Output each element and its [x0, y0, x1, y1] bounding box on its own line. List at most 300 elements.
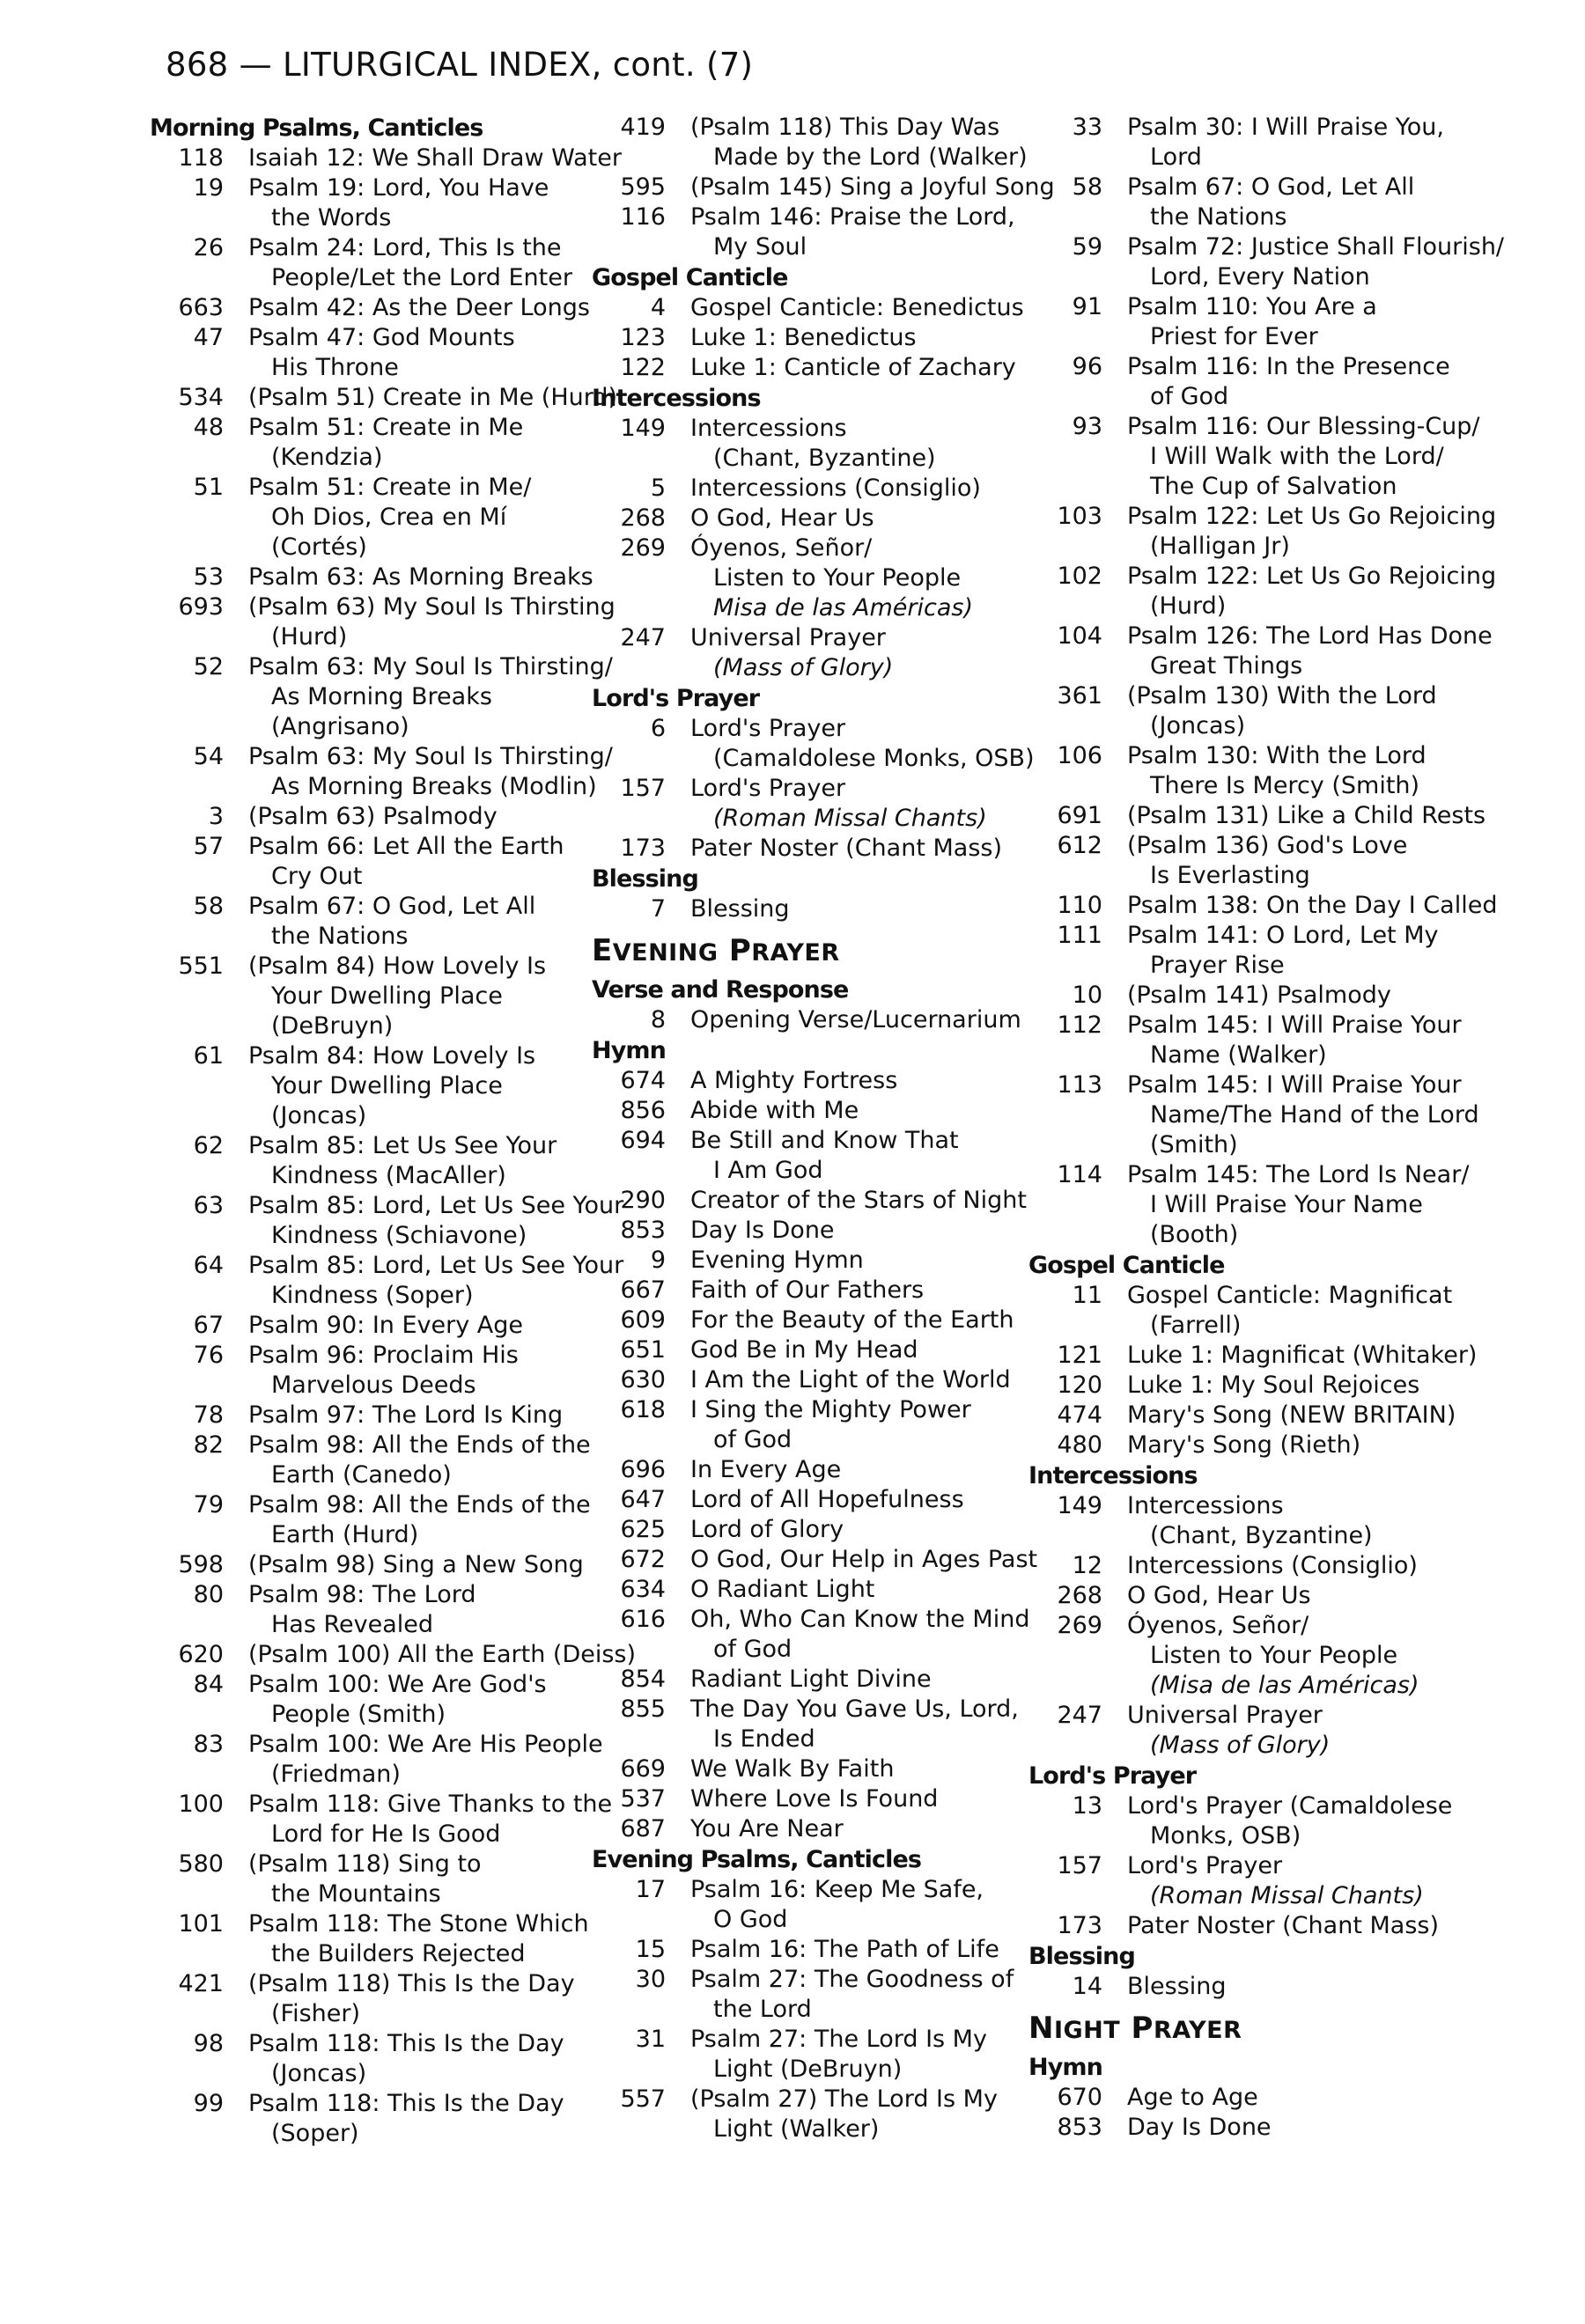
subsection-heading: Verse and Response [592, 976, 849, 1004]
index-entry [150, 892, 590, 952]
hymn-number: 557 [620, 2085, 666, 2113]
entry-title [690, 1305, 1032, 1335]
index-entry [1028, 502, 1497, 562]
hymn-number: 247 [1057, 1702, 1102, 1729]
hymn-number: 80 [193, 1581, 224, 1608]
subsection-heading: Hymn [1028, 2054, 1102, 2081]
hymn-number: 4 [650, 294, 666, 321]
entry-title-line: Psalm 63: My Soul Is Thirsting/ [248, 653, 613, 680]
entry-title-line: Mary's Song (NEW BRITAIN) [1127, 1401, 1456, 1429]
index-entry [1028, 681, 1469, 741]
entry-title [690, 1005, 1032, 1035]
entry-title-line: Psalm 47: God Mounts [248, 324, 515, 351]
hymn-number: 157 [620, 775, 666, 802]
hymn-number: 83 [193, 1731, 224, 1758]
entry-title [690, 1276, 1032, 1305]
hymn-number: 11 [1072, 1282, 1102, 1309]
hymn-number: 634 [620, 1576, 666, 1603]
entry-title [248, 742, 613, 802]
entry-title-line: (Camaldolese Monks, OSB) [713, 745, 1035, 772]
entry-title-line: Psalm 130: With the Lord [1127, 742, 1426, 769]
entry-title-line: the Nations [271, 923, 409, 950]
hymn-number: 534 [178, 384, 224, 411]
index-entry [150, 1580, 590, 1640]
entry-title-line: Psalm 118: This Is the Day [248, 2090, 564, 2117]
entry-title [248, 413, 590, 473]
hymn-number: 630 [620, 1366, 666, 1394]
entry-title-line: the Builders Rejected [271, 1940, 526, 1967]
entry-title [1127, 741, 1469, 801]
index-entry [150, 293, 590, 323]
hymn-number: 694 [620, 1127, 666, 1154]
index-entry [1028, 412, 1480, 502]
index-entry [592, 173, 1055, 202]
entry-title-line: Luke 1: Canticle of Zachary [690, 354, 1016, 381]
hymn-number: 63 [193, 1192, 224, 1219]
index-entry [592, 1305, 1032, 1335]
entry-title [248, 1490, 590, 1550]
entry-title [248, 323, 590, 383]
entry-title [690, 293, 1032, 323]
entry-title [248, 143, 622, 173]
entry-title [1127, 621, 1493, 681]
entry-title-line: (Fisher) [271, 2000, 361, 2027]
index-entry [1028, 562, 1497, 621]
entry-title [1127, 502, 1497, 562]
entry-title-line: Lord's Prayer [1127, 1852, 1283, 1879]
entry-title-line: Psalm 85: Let Us See Your [248, 1132, 557, 1159]
hymn-number: 114 [1057, 1161, 1102, 1188]
hymn-number: 595 [620, 173, 666, 201]
hymn-number: 58 [1072, 173, 1102, 201]
subsection-heading: Blessing [592, 865, 698, 893]
entry-title-line: Lord's Prayer [690, 775, 846, 802]
entry-title [248, 652, 613, 742]
index-entry [1028, 1430, 1469, 1460]
entry-title-line: Psalm 16: Keep Me Safe, [690, 1876, 984, 1903]
entry-title-line: Has Revealed [271, 1611, 434, 1638]
entry-title-line: Psalm 85: Lord, Let Us See Your [248, 1192, 624, 1219]
entry-title-line: (Roman Missal Chants) [1150, 1882, 1424, 1909]
hymn-number: 667 [620, 1276, 666, 1304]
index-entry [592, 714, 1035, 774]
index-entry [150, 413, 590, 473]
entry-title-line: Psalm 67: O God, Let All [1127, 173, 1415, 201]
entry-title-line: God Be in My Head [690, 1336, 918, 1364]
entry-title-line: Psalm 116: In the Presence [1127, 353, 1450, 380]
hymn-number: 696 [620, 1456, 666, 1483]
hymn-number: 26 [193, 234, 224, 261]
index-entry [150, 742, 613, 802]
entry-title-line: Kindness (Soper) [271, 1282, 474, 1309]
hymn-number: 663 [178, 294, 224, 321]
index-entry [150, 1550, 590, 1580]
entry-title [248, 563, 593, 592]
entry-title [248, 1191, 624, 1251]
entry-title [248, 1131, 590, 1191]
entry-title-line: Abide with Me [690, 1097, 859, 1124]
entry-title [1127, 2083, 1469, 2113]
entry-title [248, 233, 590, 293]
hymn-number: 79 [193, 1491, 224, 1519]
entry-title [248, 293, 590, 323]
entry-title-line: (Psalm 118) This Is the Day [248, 1970, 575, 1997]
hymn-number: 93 [1072, 413, 1102, 440]
index-entry [592, 2085, 1032, 2144]
index-entry [150, 173, 590, 233]
hymn-number: 121 [1057, 1342, 1102, 1369]
entry-title [248, 1311, 590, 1341]
index-entry [150, 802, 590, 832]
entry-title [1127, 1070, 1479, 1160]
entry-title-line: Isaiah 12: We Shall Draw Water [248, 144, 622, 172]
entry-title [690, 113, 1032, 173]
entry-title-line: Lord, Every Nation [1150, 263, 1370, 290]
entry-title-line: Universal Prayer [1127, 1702, 1323, 1729]
index-entry [150, 1790, 613, 1850]
entry-title [690, 414, 1032, 474]
entry-title [1127, 1581, 1469, 1611]
entry-title-line: Made by the Lord (Walker) [713, 143, 1028, 171]
entry-title [690, 1335, 1032, 1365]
entry-title-line: (Angrisano) [271, 713, 409, 740]
index-entry [1028, 1281, 1469, 1341]
entry-title-line: (Psalm 63) My Soul Is Thirsting [248, 593, 616, 621]
index-entry [592, 504, 1032, 533]
hymn-number: 854 [620, 1666, 666, 1693]
entry-title [248, 1430, 590, 1490]
entry-title-line: the Nations [1150, 203, 1287, 231]
entry-title-line: Is Ended [713, 1725, 815, 1753]
entry-title [690, 1605, 1032, 1665]
subsection-heading: Lord's Prayer [592, 685, 760, 712]
hymn-number: 551 [178, 952, 224, 980]
entry-title-line: O Radiant Light [690, 1576, 875, 1603]
hymn-number: 58 [193, 893, 224, 920]
entry-title [690, 1935, 1032, 1965]
entry-title [248, 832, 590, 892]
entry-title [1127, 412, 1480, 502]
entry-title [690, 202, 1032, 262]
entry-title [248, 1041, 590, 1131]
index-entry [592, 1276, 1032, 1305]
index-entry [592, 1216, 1032, 1246]
entry-title [1127, 352, 1469, 412]
entry-title [1127, 2113, 1469, 2143]
hymn-number: 100 [178, 1791, 224, 1818]
hymn-number: 853 [620, 1217, 666, 1244]
entry-title-line: We Walk By Faith [690, 1755, 895, 1783]
entry-title-line: Psalm 145: The Lord Is Near/ [1127, 1161, 1470, 1188]
entry-title-line: Psalm 122: Let Us Go Rejoicing [1127, 563, 1497, 590]
entry-title-line: (Psalm 141) Psalmody [1127, 982, 1391, 1009]
hymn-number: 651 [620, 1336, 666, 1364]
entry-title [248, 1401, 590, 1430]
hymn-number: 618 [620, 1396, 666, 1423]
entry-title-line: Lord of Glory [690, 1516, 844, 1543]
hymn-number: 118 [178, 144, 224, 172]
entry-title-line: Psalm 67: O God, Let All [248, 893, 536, 920]
entry-title-line: Psalm 98: All the Ends of the [248, 1491, 591, 1519]
entry-title-line: Intercessions [690, 415, 847, 442]
hymn-number: 647 [620, 1486, 666, 1513]
index-entry [1028, 1972, 1469, 2002]
entry-title [1127, 1430, 1469, 1460]
hymn-number: 12 [1072, 1552, 1102, 1579]
entry-title-line: Psalm 146: Praise the Lord, [690, 203, 1015, 231]
entry-title-line: Faith of Our Fathers [690, 1276, 925, 1304]
hymn-number: 691 [1057, 802, 1102, 829]
index-entry [1028, 1371, 1469, 1401]
entry-title-line: Psalm 96: Proclaim His [248, 1342, 519, 1369]
index-entry [150, 1430, 590, 1490]
index-entry [150, 563, 593, 592]
entry-title [1127, 1281, 1469, 1341]
entry-title-line: Psalm 138: On the Day I Called [1127, 892, 1498, 919]
index-entry [592, 1096, 1032, 1126]
hymn-number: 101 [178, 1910, 224, 1938]
entry-title [248, 1341, 590, 1401]
hymn-number: 537 [620, 1785, 666, 1813]
entry-title-line: Psalm 72: Justice Shall Flourish/ [1127, 233, 1505, 261]
hymn-number: 15 [635, 1936, 666, 1963]
index-entry [150, 592, 616, 652]
entry-title-line: Psalm 141: O Lord, Let My [1127, 922, 1439, 949]
entry-title-line: Psalm 16: The Path of Life [690, 1936, 999, 1963]
entry-title-line: Lord's Prayer [690, 715, 846, 742]
entry-title [690, 1395, 1032, 1455]
index-entry [150, 1969, 590, 2029]
hymn-number: 106 [1057, 742, 1102, 769]
index-entry [150, 1640, 637, 1670]
entry-title [690, 474, 1032, 504]
entry-title-line: Psalm 116: Our Blessing-Cup/ [1127, 413, 1480, 440]
index-entry [592, 323, 1032, 353]
entry-title-line: Lord of All Hopefulness [690, 1486, 964, 1513]
subsection-heading: Intercessions [592, 385, 761, 412]
entry-title-line: Age to Age [1127, 2084, 1258, 2111]
entry-title-line: Psalm 145: I Will Praise Your [1127, 1071, 1462, 1099]
entry-title-line: (Hurd) [1150, 592, 1227, 620]
entry-title [1127, 921, 1469, 981]
hymn-number: 112 [1057, 1011, 1102, 1039]
index-entry [150, 1909, 590, 1969]
entry-title [1127, 1701, 1469, 1761]
entry-title-line: I Sing the Mighty Power [690, 1396, 971, 1423]
entry-title [248, 2029, 590, 2089]
entry-title-line: Universal Prayer [690, 624, 886, 651]
hymn-number: 64 [193, 1252, 224, 1279]
entry-title-line: (Chant, Byzantine) [1150, 1522, 1373, 1549]
entry-title [248, 173, 590, 233]
entry-title [690, 1216, 1032, 1246]
hymn-number: 103 [1057, 503, 1102, 530]
entry-title-line: Psalm 63: My Soul Is Thirsting/ [248, 743, 613, 770]
hymn-number: 91 [1072, 293, 1102, 320]
entry-title-line: Pater Noster (Chant Mass) [690, 835, 1002, 862]
hymn-number: 51 [193, 474, 224, 501]
hymn-number: 674 [620, 1067, 666, 1094]
index-entry [150, 1131, 590, 1191]
entry-title-line: (Chant, Byzantine) [713, 445, 936, 472]
hymn-number: 670 [1057, 2084, 1102, 2111]
entry-title-line: Creator of the Stars of Night [690, 1187, 1027, 1214]
entry-title-line: of God [1150, 383, 1229, 410]
entry-title-line: Monks, OSB) [1150, 1822, 1301, 1850]
entry-title [248, 383, 618, 413]
index-entry [1028, 173, 1469, 232]
index-entry [592, 1935, 1032, 1965]
hymn-number: 110 [1057, 892, 1102, 919]
index-entry [592, 1575, 1032, 1605]
hymn-number: 102 [1057, 563, 1102, 590]
entry-title-line: Kindness (MacAller) [271, 1162, 506, 1189]
hymn-number: 31 [635, 2026, 666, 2053]
entry-title-line: (Psalm 130) With the Lord [1127, 682, 1437, 710]
entry-title-line: Be Still and Know That [690, 1127, 959, 1154]
entry-title [690, 1575, 1032, 1605]
entry-title-line: Psalm 84: How Lovely Is [248, 1042, 536, 1070]
index-entry [150, 1490, 590, 1550]
entry-title-line: Psalm 122: Let Us Go Rejoicing [1127, 503, 1497, 530]
entry-title-line: Luke 1: Magnificat (Whitaker) [1127, 1342, 1478, 1369]
index-entry [1028, 2083, 1469, 2113]
entry-title-line: Psalm 51: Create in Me [248, 414, 524, 441]
entry-title-line: Psalm 27: The Lord Is My [690, 2026, 987, 2053]
entry-title-line: Opening Verse/Lucernarium [690, 1006, 1021, 1033]
index-entry [1028, 741, 1469, 801]
index-entry [592, 414, 1032, 474]
hymn-number: 693 [178, 593, 224, 621]
index-entry [1028, 113, 1469, 173]
entry-title-line: the Mountains [271, 1880, 441, 1908]
hymn-number: 269 [620, 534, 666, 562]
hymn-number: 620 [178, 1641, 224, 1668]
hymn-number: 855 [620, 1695, 666, 1723]
hymn-number: 290 [620, 1187, 666, 1214]
entry-title [1127, 1491, 1469, 1551]
entry-title-line: Psalm 98: All the Ends of the [248, 1431, 591, 1459]
hymn-number: 268 [1057, 1582, 1102, 1609]
entry-title-line: Gospel Canticle: Benedictus [690, 294, 1024, 321]
index-entry [1028, 1551, 1469, 1581]
index-entry [592, 623, 1032, 683]
index-entry [1028, 801, 1486, 831]
hymn-number: 361 [1057, 682, 1102, 710]
entry-title [1127, 1551, 1469, 1581]
index-entry [150, 1670, 590, 1730]
entry-title-line: Lord [1150, 143, 1202, 171]
index-entry [592, 1814, 1032, 1844]
entry-title-line: (Psalm 98) Sing a New Song [248, 1551, 584, 1578]
entry-title-line: Earth (Hurd) [271, 1521, 419, 1548]
entry-title [248, 1790, 613, 1850]
hymn-number: 57 [193, 833, 224, 860]
entry-title [1127, 1011, 1469, 1070]
entry-title [690, 1485, 1032, 1515]
entry-title [1127, 681, 1469, 741]
entry-title [690, 1096, 1032, 1126]
index-entry [592, 474, 1032, 504]
entry-title-line: Psalm 42: As the Deer Longs [248, 294, 590, 321]
index-entry [150, 473, 590, 563]
index-entry [1028, 1911, 1469, 1941]
entry-title [248, 1969, 590, 2029]
entry-title-line: (Joncas) [1150, 712, 1246, 739]
entry-title [1127, 1972, 1469, 2002]
entry-title [248, 1909, 590, 1969]
index-entry [1028, 1581, 1469, 1611]
hymn-number: 48 [193, 414, 224, 441]
entry-title-line: Psalm 100: We Are His People [248, 1731, 603, 1758]
hymn-number: 149 [1057, 1492, 1102, 1519]
entry-title-line: (Joncas) [271, 1102, 367, 1129]
entry-title [690, 1515, 1032, 1545]
entry-title [248, 1850, 590, 1909]
entry-title-line: (Joncas) [271, 2060, 367, 2087]
index-entry [592, 834, 1032, 864]
entry-title-line: Psalm 51: Create in Me/ [248, 474, 532, 501]
index-entry [592, 1605, 1032, 1665]
index-entry [592, 1246, 1032, 1276]
entry-title [248, 592, 616, 652]
hymn-number: 14 [1072, 1973, 1102, 2000]
index-entry [592, 1395, 1032, 1455]
subsection-heading: Lord's Prayer [1028, 1762, 1197, 1790]
entry-title-line: Radiant Light Divine [690, 1666, 932, 1693]
entry-title-line: (Psalm 145) Sing a Joyful Song [690, 173, 1055, 201]
index-entry [592, 1665, 1032, 1695]
entry-title-line: The Cup of Salvation [1150, 473, 1397, 500]
entry-title-line: Light (DeBruyn) [713, 2056, 903, 2083]
hymn-number: 52 [193, 653, 224, 680]
entry-title [1127, 1160, 1469, 1250]
entry-title [248, 802, 590, 832]
entry-title-line: Name (Walker) [1150, 1041, 1327, 1069]
index-column-2 [592, 113, 1055, 2144]
index-entry [592, 1005, 1032, 1035]
index-entry [1028, 981, 1469, 1011]
entry-title [690, 1066, 1032, 1096]
index-entry [1028, 1341, 1478, 1371]
index-entry [150, 1850, 590, 1909]
entry-title [248, 2089, 590, 2149]
entry-title-line: Is Everlasting [1150, 862, 1310, 889]
entry-title-line: (DeBruyn) [271, 1012, 394, 1040]
entry-title-line: Oh, Who Can Know the Mind [690, 1606, 1030, 1633]
entry-title-line: Psalm 118: This Is the Day [248, 2030, 564, 2057]
hymn-number: 67 [193, 1312, 224, 1339]
entry-title-line: As Morning Breaks (Modlin) [271, 773, 597, 800]
entry-title-line: (Mass of Glory) [1150, 1732, 1331, 1759]
hymn-number: 247 [620, 624, 666, 651]
entry-title [690, 323, 1032, 353]
index-entry [150, 652, 613, 742]
entry-title-line: Psalm 19: Lord, You Have [248, 174, 549, 202]
hymn-number: 8 [650, 1006, 666, 1033]
entry-title-line: (Roman Missal Chants) [713, 805, 987, 832]
entry-title-line: (Psalm 136) God's Love [1127, 832, 1408, 859]
index-entry [592, 202, 1032, 262]
subsection-heading: Morning Psalms, Canticles [150, 114, 483, 142]
entry-title [1127, 292, 1469, 352]
index-entry [150, 2029, 590, 2089]
hymn-number: 421 [178, 1970, 224, 1997]
subsection-heading: Gospel Canticle [1028, 1252, 1225, 1279]
entry-title-line: Psalm 100: We Are God's [248, 1671, 547, 1698]
hymn-number: 98 [193, 2030, 224, 2057]
hymn-number: 9 [650, 1247, 666, 1274]
